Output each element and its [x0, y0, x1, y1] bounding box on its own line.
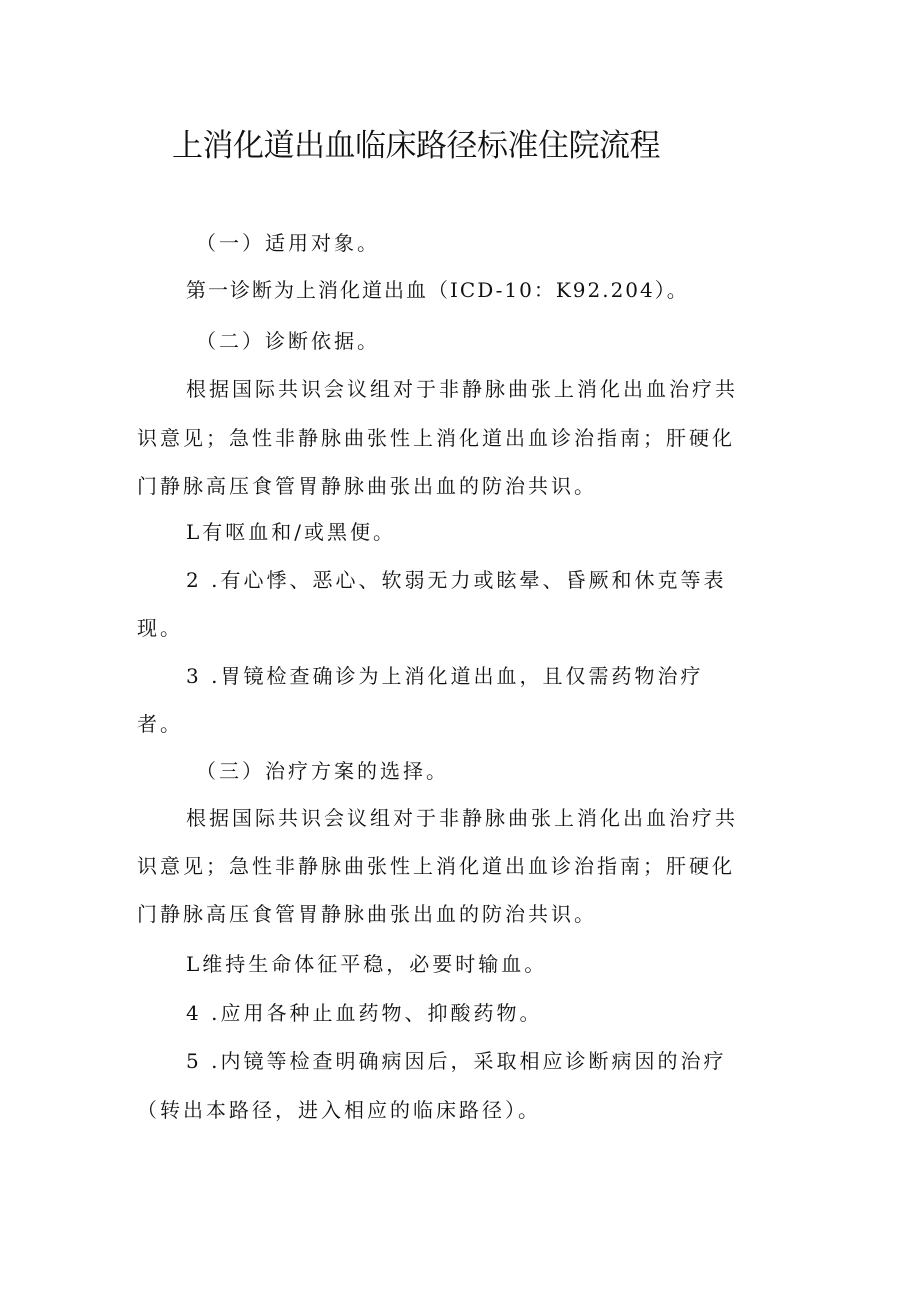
list-item: 3 .胃镜检查确诊为上消化道出血，且仅需药物治疗	[186, 664, 704, 688]
paragraph-line: 根据国际共识会议组对于非静脉曲张上消化出血治疗共	[186, 377, 738, 401]
list-item-continuation: 者。	[137, 712, 183, 736]
section-heading-2: （二）诊断依据。	[196, 329, 380, 353]
document-title: 上消化道出血临床路径标准住院流程	[172, 128, 660, 164]
list-item: L维持生命体征平稳，必要时输血。	[186, 952, 548, 976]
list-item-continuation: 现。	[137, 616, 183, 640]
list-item: L有呕血和/或黑便。	[186, 520, 397, 544]
list-item: 5 .内镜等检查明确病因后，采取相应诊断病因的治疗	[186, 1049, 727, 1073]
paragraph-line: 识意见；急性非静脉曲张性上消化道出血诊治指南；肝硬化	[137, 426, 735, 450]
paragraph-line: 门静脉高压食管胃静脉曲张出血的防治共识。	[137, 474, 597, 498]
section-heading-3: （三）治疗方案的选择。	[196, 759, 449, 783]
paragraph-line: 第一诊断为上消化道出血（ICD-10：K92.204）。	[186, 278, 689, 302]
list-item: 2 .有心悸、恶心、软弱无力或眩晕、昏厥和休克等表	[186, 568, 727, 592]
section-heading-1: （一）适用对象。	[196, 231, 380, 255]
list-item-continuation: （转出本路径，进入相应的临床路径）。	[137, 1098, 541, 1122]
paragraph-line: 识意见；急性非静脉曲张性上消化道出血诊治指南；肝硬化	[137, 854, 735, 878]
paragraph-line: 根据国际共识会议组对于非静脉曲张上消化出血治疗共	[186, 806, 738, 830]
paragraph-line: 门静脉高压食管胃静脉曲张出血的防治共识。	[137, 902, 597, 926]
list-item: 4 .应用各种止血药物、抑酸药物。	[186, 1001, 543, 1025]
